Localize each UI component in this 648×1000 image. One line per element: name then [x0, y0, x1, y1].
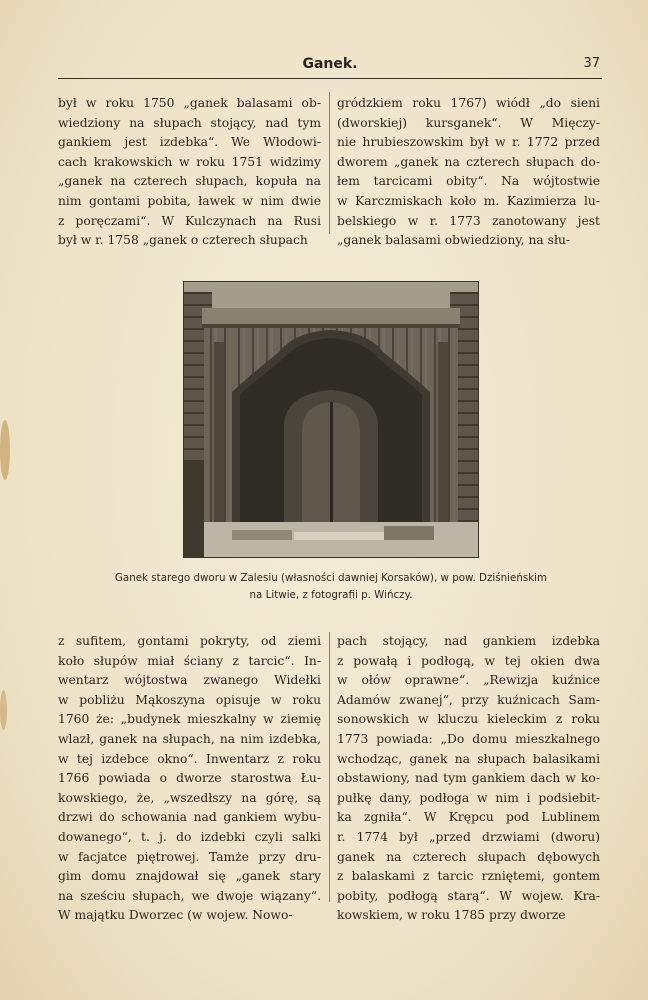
column-divider — [329, 92, 330, 234]
text-line: gim domu znajdował się „ganek stary — [58, 869, 321, 884]
text-line: nim gontami pobita, ławek w nim dwie — [58, 193, 321, 208]
manor-porch-photograph — [183, 281, 479, 558]
text-line: Adamów zwanej“, przy kuźnicach Sam- — [337, 692, 600, 707]
text-line: kowskiem, w roku 1785 przy dworze — [337, 908, 566, 923]
text-line: był w r. 1758 „ganek o czterech słupach — [58, 233, 308, 248]
text-line: „ganek na czterech słupach, kopuła na — [58, 174, 321, 189]
text-line: W majątku Dworzec (w wojew. Nowo- — [58, 908, 293, 923]
text-line: był w roku 1750 „ganek balasami ob- — [58, 96, 321, 110]
paper-stain — [0, 420, 10, 480]
text-column-bottom-right — [337, 632, 600, 926]
text-line: w pobliżu Mąkoszyna opisuje w roku — [58, 692, 321, 707]
paper-stain — [0, 690, 7, 730]
text-line: 1773 powiada: „Do domu mieszkalnego — [337, 731, 600, 746]
text-line: z balaskami z tarcic rznię̨temi, gontem — [337, 869, 600, 884]
text-line: w tej izdebce okno“. Inwentarz z roku — [58, 751, 321, 766]
text-line: gródzkiem roku 1767) wiódł „do sieni — [337, 96, 600, 110]
text-line: ganek na czterech słupach dębowych — [337, 849, 600, 864]
text-line: „ganek balasami obwiedziony, na słu- — [337, 233, 571, 248]
text-line: dowanego“, t. j. do izdebki czyli salki — [58, 829, 321, 844]
page-number: 37 — [583, 56, 600, 71]
photo-caption — [66, 570, 596, 604]
text-line: z powałą i podłogą, w tej okien dwa — [337, 653, 600, 668]
caption-line: Ganek starego dworu w Zalesiu (własności dawniej Korsaków), w pow. Dziśnieńskim — [114, 572, 548, 584]
text-line: w Karczmiskach koło m. Kazimierza lu- — [337, 193, 600, 208]
text-line: belskiego w r. 1773 zanotowany jest — [337, 213, 600, 228]
text-line: sonowskich w kluczu kieleckim z roku — [337, 712, 600, 727]
text-line: wentarz wójtostwa zwanego Widełki — [58, 673, 321, 688]
text-line: w facjatce piętrowej. Tamże przy dru- — [58, 849, 321, 864]
text-line: nie hrubieszowskim był w r. 1772 przed — [337, 135, 600, 150]
text-line: wiedziony na słupach stojący, nad tym — [58, 115, 321, 130]
text-line: wchodząc, ganek na słupach balasikami — [337, 751, 600, 766]
text-line: obstawiony, nad tym gankiem dach w ko- — [337, 771, 600, 786]
text-line: cach krakowskich w roku 1751 widzimy — [58, 154, 321, 169]
text-line: dworem „ganek na czterech słupach do- — [337, 154, 600, 169]
text-line: drzwi do schowania nad gankiem wybu- — [58, 810, 321, 825]
page-header — [58, 56, 602, 78]
text-line: 1766 powiada o dworze starostwa Łu- — [58, 771, 321, 786]
text-line: w ołów oprawne“. „Rewizja kuźnice — [337, 673, 600, 688]
text-line: pach stojący, nad gankiem izdebka — [337, 634, 600, 648]
text-line: 1760 że: „budynek mieszkalny w ziemię — [58, 712, 321, 727]
text-line: r. 1774 był „przed drzwiami (dworu) — [337, 829, 600, 844]
text-line: na sześciu słupach, we dwoje wiązany“. — [58, 888, 321, 903]
text-line: koło słupów miał ściany z tarcic“. In- — [58, 653, 321, 668]
running-title: Ganek. — [302, 56, 358, 72]
text-line: gankiem jest izdebka“. We Włodowi- — [58, 135, 321, 150]
text-line: kowskiego, że, „wszedłszy na górę, są — [58, 790, 321, 805]
text-line: z poręczami“. W Kulczynach na Rusi — [58, 213, 321, 228]
text-line: z sufitem, gontami pokryty, od ziemi — [58, 634, 321, 648]
column-divider — [329, 632, 330, 902]
text-line: pułkę dany, podłoga w nim i podsiebit- — [337, 790, 600, 805]
text-column-bottom-left — [58, 632, 321, 926]
text-line: pobity, podłogą starą“. W wojew. Kra- — [337, 888, 600, 903]
text-line: łem tarcicami obity“. Na wójtostwie — [337, 174, 600, 189]
header-rule — [58, 78, 602, 79]
caption-line: na Litwie, z fotografii p. Wińczy. — [249, 589, 413, 601]
text-line: (dworskiej) kursganek“. W Mięczy- — [337, 115, 600, 130]
text-line: wlazł, ganek na słupach, na nim izdebka, — [58, 731, 321, 746]
text-line: ka zgniła“. W Krępcu pod Lublinem — [337, 810, 600, 825]
text-column-top-right — [337, 94, 600, 251]
text-column-top-left — [58, 94, 321, 251]
